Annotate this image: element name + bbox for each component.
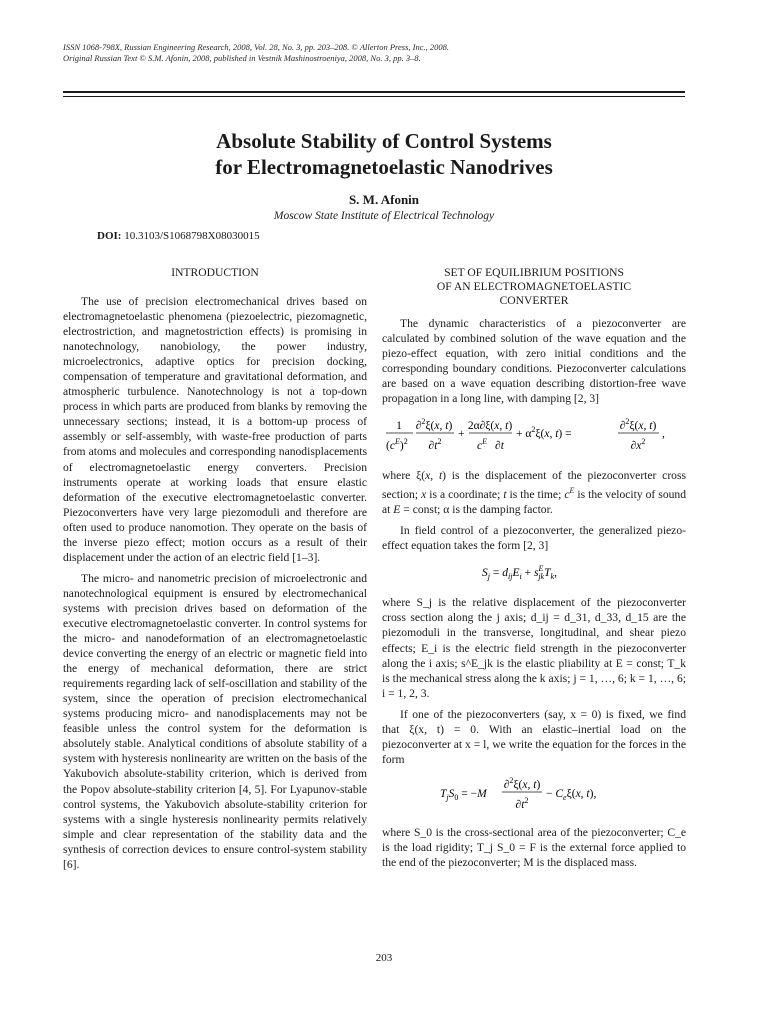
svg-text:cE: $c^E$: [477, 437, 487, 453]
title-line-2: for Electromagnetoelastic Nanodrives: [215, 155, 553, 179]
piezo-effect-paragraph: In field control of a piezoconverter, the generalized piezo-effect equation takes the form [2, 3]: [382, 524, 686, 553]
piezo-effect-equation-svg: [382, 561, 686, 585]
equilibrium-heading: [382, 266, 686, 308]
force-variables-paragraph: where S_0 is the cross-sectional area of the piezoconverter; C_e is the load rigidity; T_j S_0 = F is the external force applied to the end of the piezoconverter; M is the displaced mass.: [382, 825, 686, 869]
journal-citation-line: ISSN 1068-798X, Russian Engineering Research, 2008, Vol. 28, No. 3, pp. 203–208. © Allerton Press, Inc., 2008.: [63, 42, 450, 52]
svg-text:− Ceξ(x, t),: − $C_e\xi(x$, t),: [546, 787, 597, 802]
force-equation-svg: [382, 775, 686, 815]
svg-text:∂2ξ(x, t): ∂$^2$ξ(x, t): [503, 775, 541, 791]
svg-text:+ α2ξ(x, t) =: + $\alpha^2\xi(x$, t) =: [516, 425, 572, 441]
intro-paragraph-2: The micro- and nanometric precision of microelectronic and nanotechnological equipment is ensured by electromechanical systems with precision drives based on deformation of the executive electromagnetoelastic converter. In control systems for the micro- and nanodeformation of an electromagnetoelastic device converting the energy of an electric or magnetic field into the energy of mechanical deformation, there are strict requirements regarding lack of self-oscillation and stability of the system, since the operation of precision electromechanical systems producing micro- and nanodisplacements may not be feasible unless the control system for the deformation is absolutely stable. Analytical conditions of absolute stability of a system with hysteresis nonlinearity are written on the basis of the Yakubovich absolute-stability criterion, which is derived from the Popov absolute-stability criterion [4, 5]. For Lyapunov-stable control systems, the Yakubovich absolute-stability criterion for systems with a single hysteresis nonlinearity permits relatively simple and clear representation of the stability data and the synthesis of correction devices to ensure control-system stability [6].: [63, 571, 367, 871]
author-affiliation: Moscow State Institute of Electrical Technology: [273, 210, 495, 222]
svg-text:∂t2: $\partial t^2$: [428, 437, 442, 453]
doi-label: DOI:: [97, 230, 122, 242]
svg-text:∂t: ∂t: [495, 440, 504, 453]
wave-equation-svg: [382, 414, 686, 458]
svg-text:Sj = dijEi + sEjkTk,: $S_j = d_{ij}E_i + s^E$ jkT$_k$,: [482, 564, 557, 582]
svg-text:TjS0 = −M: $T_jS_0 = -M$: [440, 787, 487, 802]
page-number: 203: [375, 952, 393, 964]
svg-text:,: ,: [662, 428, 665, 441]
piezo-effect-equation: [382, 561, 686, 585]
svg-text:(cE)2: $(c^E)^2$: [386, 437, 408, 453]
header-rule-thick: [63, 91, 685, 93]
header-rule-thin: [63, 96, 685, 97]
left-column: [63, 266, 367, 878]
svg-text:+: +: [458, 428, 465, 441]
wave-equation: [382, 414, 686, 458]
svg-text:∂2ξ(x, t): ∂$^2$ξ(x, t): [415, 417, 453, 433]
wave-variables-paragraph: where ξ(x, t) is the displacement of the piezoconverter cross section; x is a coordinate; t is the time; $c^E$ is the velocity of sound at E = const; α is the damping factor.: [382, 469, 687, 517]
svg-text:∂x2: $\partial x^2$: [630, 437, 646, 453]
paper-title: [0, 128, 768, 180]
boundary-conditions-paragraph: If one of the piezoconverters (say, x = 0) is fixed, we find that ξ(x, t) = 0. With an elastic–inertial load on the piezoconverter at x = l, we write the equation for the forces in the form: [382, 707, 686, 766]
wave-equation-paragraph: The dynamic characteristics of a piezoconverter are calculated by combined solution of the wave equation and the piezo-effect equation, with zero initial conditions and the corresponding boundary conditions. Piezoconverter calculations are based on a wave equation describing distortion-free wave propagation in a long line, with damping [2, 3]: [382, 317, 686, 406]
force-equation: [382, 775, 686, 815]
original-text-line: Original Russian Text © S.M. Afonin, 2008, published in Vestnik Mashinostroeniya, 2008, No. 3, pp. 3–8.: [63, 53, 421, 63]
svg-text:2α∂ξ(x, t): 2α∂ξ(x, t): [467, 420, 513, 433]
equilibrium-heading-line-2: OF AN ELECTROMAGNETOELASTIC: [436, 280, 632, 293]
journal-header-note: [63, 42, 449, 64]
intro-heading: INTRODUCTION: [171, 266, 259, 279]
svg-text:∂2ξ(x, t): ∂$^2$ξ(x, t): [619, 417, 657, 433]
title-line-1: Absolute Stability of Control Systems: [216, 129, 552, 153]
doi-line: [97, 230, 260, 242]
equilibrium-heading-line-1: SET OF EQUILIBRIUM POSITIONS: [444, 266, 624, 279]
author-name: S. M. Afonin: [348, 192, 420, 207]
doi-value: 10.3103/S1068798X08030015: [124, 230, 260, 242]
right-column: [382, 266, 686, 876]
svg-text:∂t2: $\partial t^2$: [515, 795, 529, 811]
svg-text:1: 1: [396, 420, 402, 433]
piezo-variables-paragraph: where S_j is the relative displacement of the piezoconverter cross section along the j axis; d_ij = d_31, d_33, d_15 are the piezomoduli in the transverse, longitudinal, and shear piezo effects; E_i is the electric field strength in the piezoconverter along the i axis; s^E_jk is the elastic pliability at E = const; T_k is the mechanical stress along the k axis; j = 1, …, 6; k = 1, …, 6; i = 1, 2, 3.: [382, 596, 686, 700]
equilibrium-heading-line-3: CONVERTER: [499, 294, 569, 307]
intro-paragraph-1: The use of precision electromechanical drives based on electromagnetoelastic phenomena (piezoelectric, piezomagnetic, electrostriction, and magnetostriction effects) is promising in nanotechnology, nanobiology, the power industry, microelectronics, adaptive optics for precision docking, compensation of temperature and gravitational deformation, and atmospheric turbulence. Nanotechnology is not a top-down process in which parts are produced from blanks by removing the unnecessary sections; instead, it is a bottom-up process of assembly or self-assembly, with waste-free production of parts from atoms and molecules and corresponding nanodisplacements of electromagnetoelastic energy converters. Precision instruments operate at working loads that ensure elastic deformation of the executive electromagnetoelastic converter. Piezoconverters have very large piezomoduli and therefore are often used to produce nanomotion. They operate on the basis of the inverse piezo effect; motion occurs as a result of their displacement under the action of an electric field [1–3].: [63, 295, 367, 564]
